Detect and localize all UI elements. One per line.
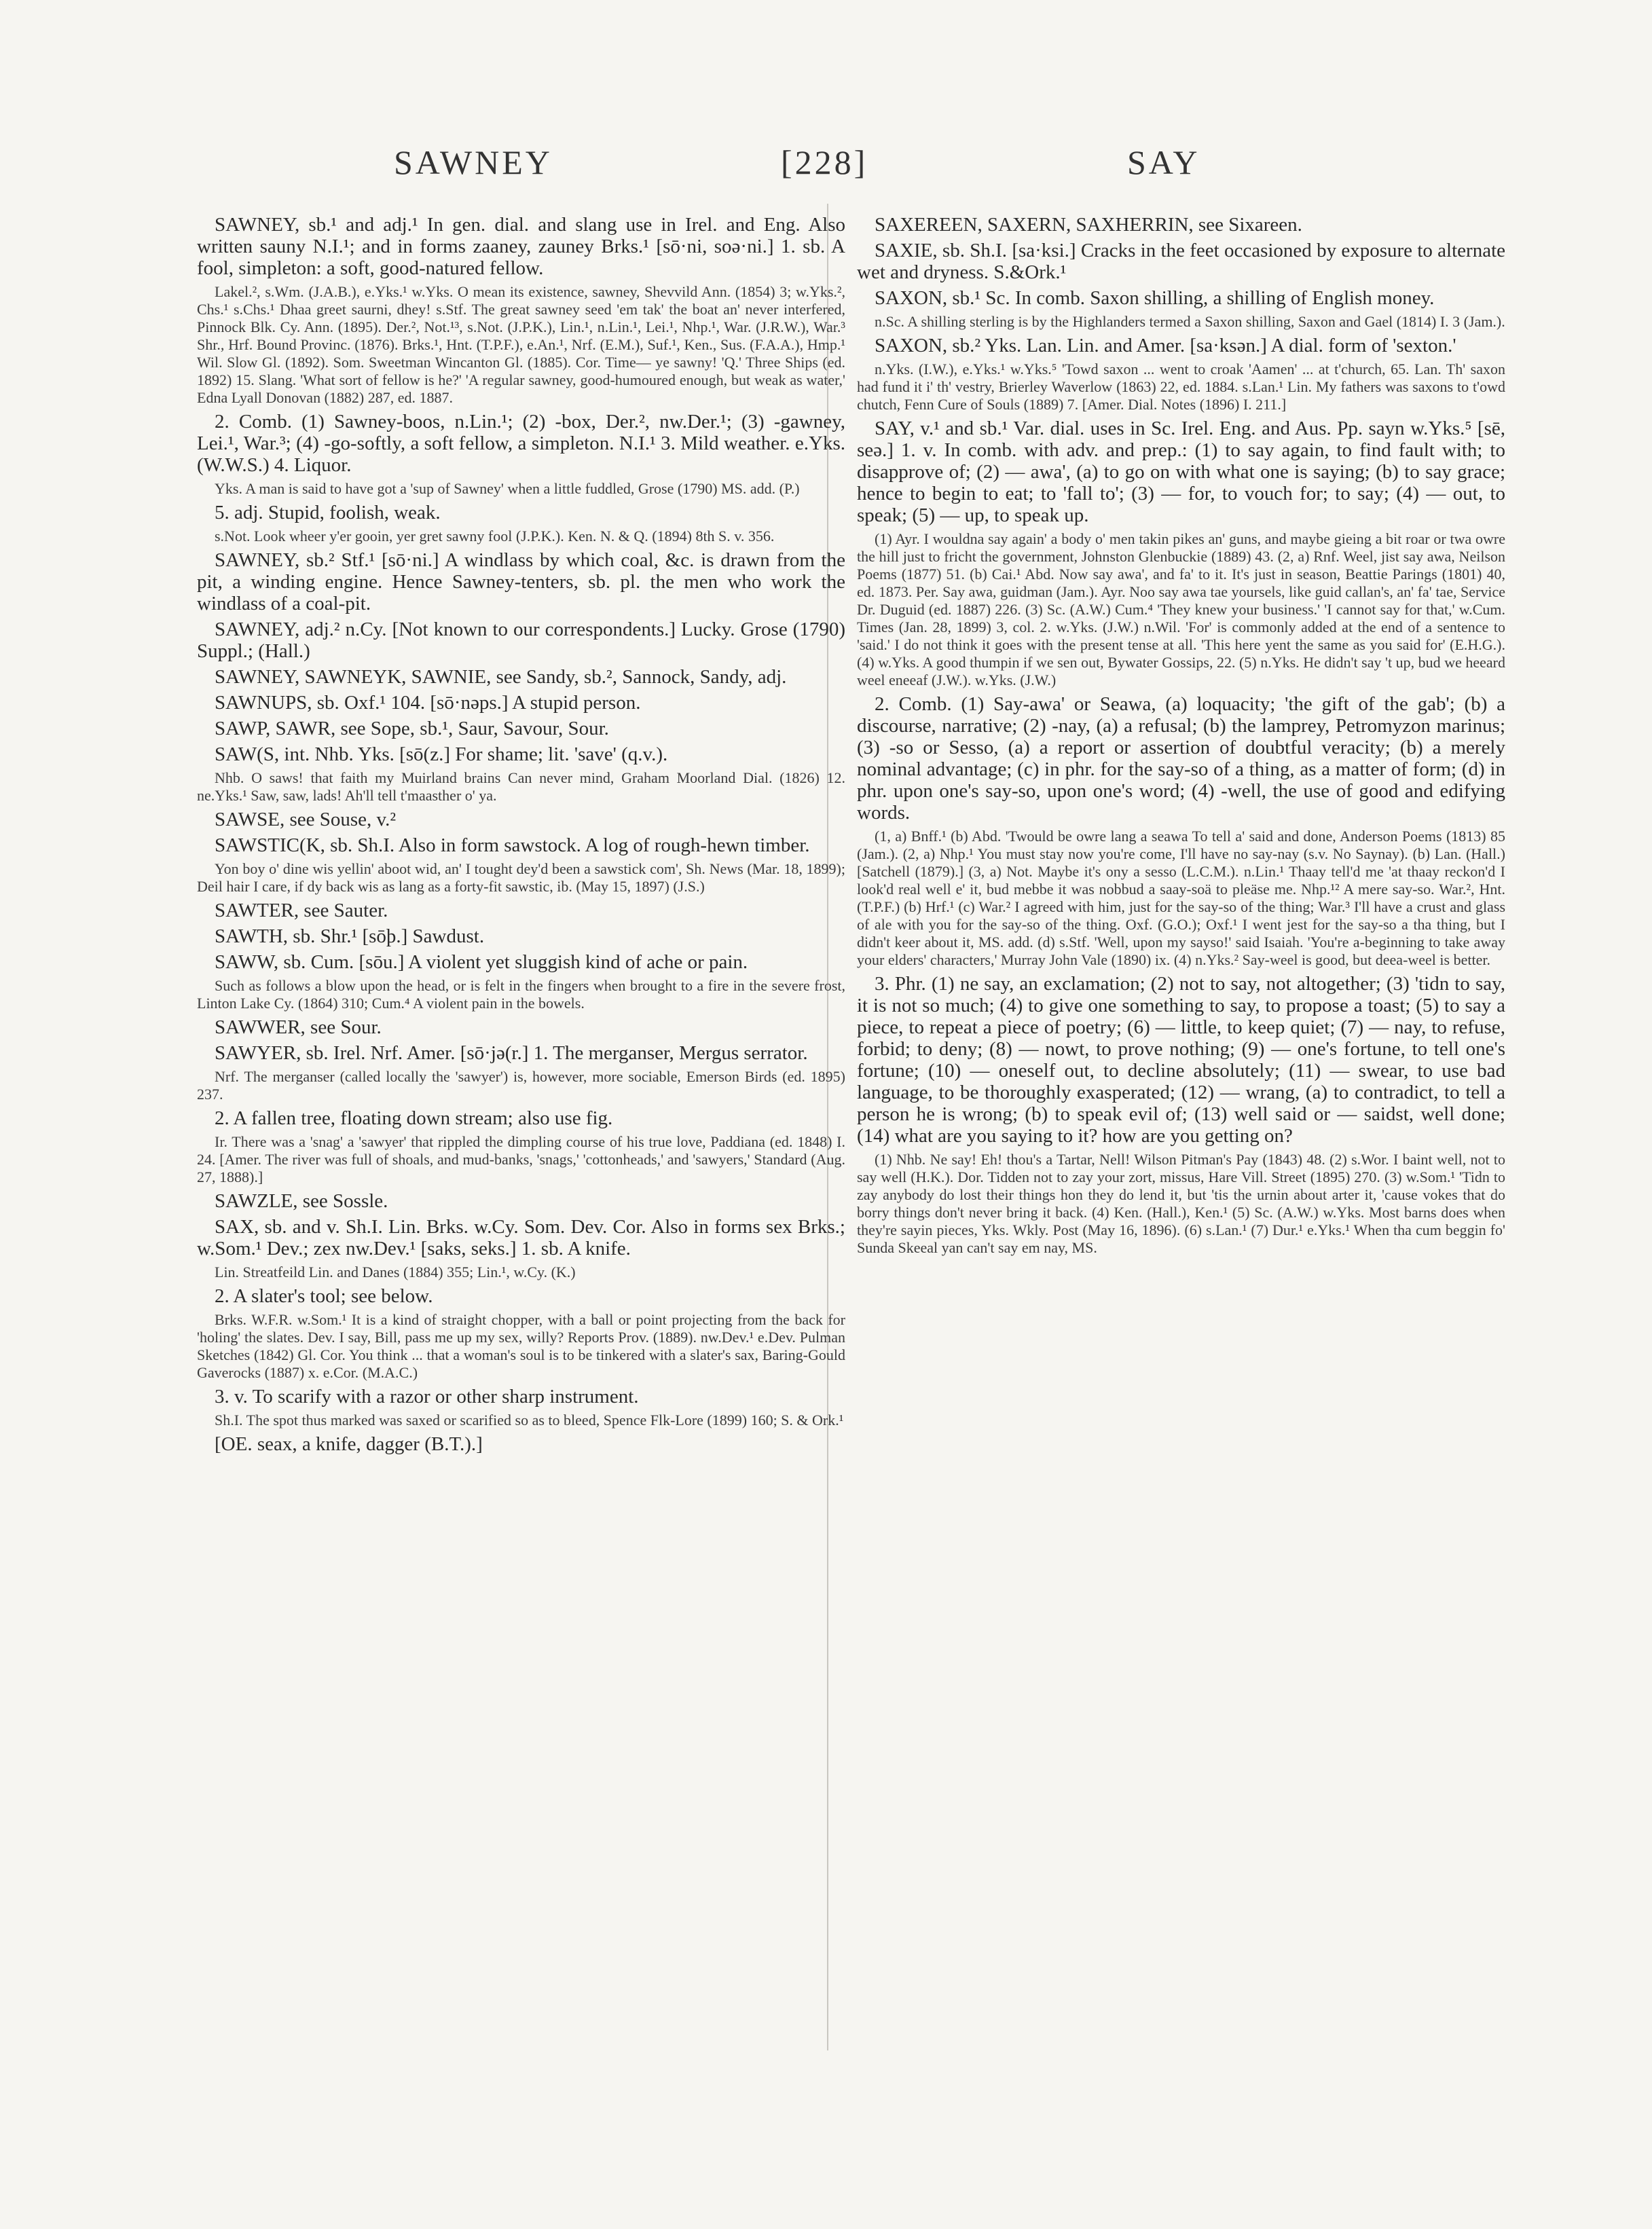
dictionary-entry: SAWTER, see Sauter. [215, 900, 388, 921]
dictionary-entry: 2. A slater's tool; see below. [215, 1285, 433, 1307]
dictionary-entry: SAWP, SAWR, see Sope, sb.¹, Saur, Savour, Sour. [215, 718, 609, 739]
dictionary-entry: SAWNEY, sb.² Stf.¹ [sō·ni.] A windlass by which coal, &c. is drawn from the pit, a winding engine. Hence Sawney-tenters, sb. pl. the men who work the windlass of a coal-pit. [197, 549, 845, 614]
dictionary-entry: SAWSE, see Souse, v.² [215, 809, 397, 830]
citation-block: (1) Ayr. I wouldna say again' a body o' men takin pikes an' guns, and maybe gieing a bit roar or twa owre the hill just to fricht the government, Johnston Glenbuckie (1889) 43. (2, a) Rnf. Weel, jist say awa, Neilson Poems (1877) 51. (b) Cai.¹ Abd. Now say awa', and fa' to it. It's just in season, Beattie Parings (1801) 40, ed. 1873. Per. Say awa, guidman (Jam.). Ayr. Noo say awa tae yoursels, like guid callan's, an' fa' tae, Service Dr. Duguid (ed. 1887) 226. (3) Sc. (A.W.) Cum.⁴ 'They knew your business.' 'I cannot say for that,' w.Cum. Times (Jan. 28, 1899) 3, col. 2. w.Yks. (J.W.) n.Wil. 'For' is commonly added at the end of a sentence to 'said.' I do not think it goes with the present tense at all. 'This here yent the same as you said for' (E.H.G.). (4) w.Yks. A good thumpin if we sen out, Bywater Gossips, 22. (5) n.Yks. He didn't say 't up, bud we heeard weel eneeaf (J.W.). w.Yks. (J.W.) [857, 530, 1505, 688]
dictionary-entry: SAWWER, see Sour. [215, 1016, 382, 1038]
dictionary-entry: 2. Comb. (1) Sawney-boos, n.Lin.¹; (2) -box, Der.², nw.Der.¹; (3) -gawney, Lei.¹, War.³; (4) -go-softly, a soft fellow, a simpleton. N.I.¹ 3. Mild weather. e.Yks. (W.W.S.) 4. Liquor. [197, 411, 845, 476]
citation-block: Nhb. O saws! that faith my Muirland brains Can never mind, Graham Moorland Dial. (1826) 12. ne.Yks.¹ Saw, saw, lads! Ah'll tell t'maasther o' ya. [197, 769, 845, 804]
page-header [0, 143, 1652, 204]
citation-block: n.Sc. A shilling sterling is by the Highlanders termed a Saxon shilling, Saxon and Gael (1814) I. 3 (Jam.). [875, 313, 1505, 330]
dictionary-entry: SAWW, sb. Cum. [sōu.] A violent yet sluggish kind of ache or pain. [215, 951, 748, 973]
citation-block: Ir. There was a 'snag' a 'sawyer' that rippled the dimpling course of his true love, Paddiana (ed. 1848) I. 24. [Amer. The river was full of shoals, and mud-banks, 'snags,' 'cottonheads,' and 'sawyers,' Standard (Aug. 27, 1888).] [197, 1133, 845, 1185]
dictionary-entry: SAW(S, int. Nhb. Yks. [sō(z.] For shame; lit. 'save' (q.v.). [215, 743, 668, 765]
citation-block: Lakel.², s.Wm. (J.A.B.), e.Yks.¹ w.Yks. O mean its existence, sawney, Shevvild Ann. (1854) 3; w.Yks.², Chs.¹ s.Chs.¹ Dhaa greet saurni, dhey! s.Stf. The great sawney seed 'em tak' the boat an' never interfered, Pinnock Blk. Cy. Ann. (1895). Der.², Not.¹³, s.Not. (J.P.K.), Lin.¹, n.Lin.¹, Lei.¹, Nhp.¹, War. (J.R.W.), War.³ Shr., Hrf. Bound Provinc. (1876). Brks.¹, Hnt. (T.P.F.), e.An.¹, Nrf. (E.M.), Suf.¹, Ken., Sus. (F.A.A.), Hmp.¹ Wil. Slow Gl. (1892). Som. Sweetman Wincanton Gl. (1885). Cor. Time— ye sawny! 'Q.' Three Ships (ed. 1892) 15. Slang. 'What sort of fellow is he?' 'A regular sawney, good-humoured enough, but weak as water,' Edna Lyall Donovan (1882) 287, ed. 1887. [197, 283, 845, 406]
dictionary-entry: SAY, v.¹ and sb.¹ Var. dial. uses in Sc. Irel. Eng. and Aus. Pp. sayn w.Yks.⁵ [sē, seə.] 1. v. In comb. with adv. and prep.: (1) to say again, to find fault with; to disapprove of; (2) — awa', (a) to go on with what one is saying; (b) to say grace; hence to begin to eat; to 'fall to'; (3) — for, to vouch for; to say; (4) — out, to speak; (5) — up, to speak up. [857, 418, 1505, 526]
dictionary-entry: 3. Phr. (1) ne say, an exclamation; (2) not to say, not altogether; (3) 'tidn to say, it is not so much; (4) to give one something to say, to propose a toast; (5) to say a piece, to repeat a piece of poetry; (6) — little, to keep quiet; (7) — nay, to refuse, forbid; to deny; (8) — nowt, to prove nothing; (9) — one's fortune, to tell one's fortune; (10) — oneself out, to decline absolutely; (11) — swear, to use bad language, to be thoroughly exasperated; (12) — wrang, (a) to contradict, to tell a person he is wrong; (b) to speak evil of; (13) well said or — saidst, well done; (14) what are you saying to it? how are you getting on? [857, 973, 1505, 1147]
dictionary-entry: SAXEREEN, SAXERN, SAXHERRIN, see Sixareen. [875, 214, 1302, 236]
dictionary-entry: 2. Comb. (1) Say-awa' or Seawa, (a) loquacity; 'the gift of the gab'; (b) a discourse, narrative; (2) -nay, (a) a refusal; (b) the lamprey, Petromyzon marinus; (3) -so or Sesso, (a) a report or assertion of doubtful veracity; (b) a merely nominal advantage; (c) in phr. for the say-so of a thing, as a matter of form; (d) in phr. upon one's say-so, upon one's word; (4) -well, the use of good and edifying words. [857, 693, 1505, 824]
dictionary-entry: SAWNEY, sb.¹ and adj.¹ In gen. dial. and slang use in Irel. and Eng. Also written sauny N.I.¹; and in forms zaaney, zauney Brks.¹ [sō·ni, soə·ni.] 1. sb. A fool, simpleton: a soft, good-natured fellow. [197, 214, 845, 279]
header-left-headword: SAWNEY [394, 143, 553, 181]
dictionary-entry: SAWSTIC(K, sb. Sh.I. Also in form sawstock. A log of rough-hewn timber. [215, 834, 810, 856]
header-right-headword: SAY [1127, 143, 1200, 181]
citation-block: s.Not. Look wheer y'er gooin, yer gret sawny fool (J.P.K.). Ken. N. & Q. (1894) 8th S. v. 356. [215, 528, 775, 545]
citation-block: Brks. W.F.R. w.Som.¹ It is a kind of straight chopper, with a ball or point projecting from the back for 'holing' the slates. Dev. I say, Bill, pass me up my sex, willy? Reports Prov. (1889). nw.Dev.¹ e.Dev. Pulman Sketches (1842) Gl. Cor. You think ... that a woman's soul is to be tinkered with a slater's sax, Baring-Gould Gaverocks (1887) x. e.Cor. (M.A.C.) [197, 1311, 845, 1381]
citation-block: Lin. Streatfeild Lin. and Danes (1884) 355; Lin.¹, w.Cy. (K.) [215, 1264, 576, 1281]
dictionary-entry: SAWTH, sb. Shr.¹ [sōþ.] Sawdust. [215, 925, 485, 947]
dictionary-entry: SAX, sb. and v. Sh.I. Lin. Brks. w.Cy. Som. Dev. Cor. Also in forms sex Brks.; w.Som.¹ Dev.; zex nw.Dev.¹ [saks, seks.] 1. sb. A knife. [197, 1216, 845, 1259]
right-column [857, 214, 1505, 1261]
dictionary-entry: SAXIE, sb. Sh.I. [sa·ksi.] Cracks in the feet occasioned by exposure to alternate wet and dryness. S.&Ork.¹ [857, 240, 1505, 283]
citation-block: Yks. A man is said to have got a 'sup of Sawney' when a little fuddled, Grose (1790) MS. add. (P.) [215, 480, 800, 497]
dictionary-entry: SAWNUPS, sb. Oxf.¹ 104. [sō·nəps.] A stupid person. [215, 692, 641, 714]
dictionary-entry: SAWZLE, see Sossle. [215, 1190, 388, 1212]
dictionary-entry: 5. adj. Stupid, foolish, weak. [215, 502, 441, 523]
dictionary-entry: 2. A fallen tree, floating down stream; also use fig. [215, 1107, 613, 1129]
dictionary-entry: SAWNEY, adj.² n.Cy. [Not known to our correspondents.] Lucky. Grose (1790) Suppl.; (Hall.) [197, 619, 845, 662]
citation-block: Such as follows a blow upon the head, or is felt in the fingers when brought to a fire in the severe frost, Linton Lake Cy. (1864) 310; Cum.⁴ A violent pain in the bowels. [197, 977, 845, 1012]
citation-block: n.Yks. (I.W.), e.Yks.¹ w.Yks.⁵ 'Towd saxon ... went to croak 'Aamen' ... at t'church, 65. Lan. Th' saxon had fund it i' th' vestry, Brierley Waverlow (1863) 22, ed. 1884. s.Lan.¹ Lin. My fathers was saxons to t'owd chutch, Fenn Cure of Souls (1889) 7. [Amer. Dial. Notes (1896) I. 211.] [857, 361, 1505, 413]
dictionary-entry: SAXON, sb.² Yks. Lan. Lin. and Amer. [sa·ksən.] A dial. form of 'sexton.' [875, 335, 1456, 356]
left-column [197, 214, 845, 1459]
page-number: [228] [781, 143, 868, 181]
citation-block: Yon boy o' dine wis yellin' aboot wid, an' I tought dey'd been a sawstick com', Sh. News (Mar. 18, 1899); Deil hair I care, if dy back wis as lang as a forty-fit sawstic, ib. (May 15, 1897) (J.S.) [197, 860, 845, 895]
dictionary-entry: SAWYER, sb. Irel. Nrf. Amer. [sō·jə(r.] 1. The merganser, Mergus serrator. [215, 1042, 808, 1064]
dictionary-entry: [OE. seax, a knife, dagger (B.T.).] [215, 1433, 483, 1455]
dictionary-entry: SAXON, sb.¹ Sc. In comb. Saxon shilling, a shilling of English money. [875, 287, 1435, 309]
dictionary-entry: SAWNEY, SAWNEYK, SAWNIE, see Sandy, sb.², Sannock, Sandy, adj. [215, 666, 787, 688]
citation-block: Sh.I. The spot thus marked was saxed or scarified so as to bleed, Spence Flk-Lore (1899) 160; S. & Ork.¹ [215, 1412, 844, 1429]
citation-block: (1, a) Bnff.¹ (b) Abd. 'Twould be owre lang a seawa To tell a' said and done, Anderson Poems (1813) 85 (Jam.). (2, a) Nhp.¹ You must stay now you're come, I'll have no say-nay (s.v. No Saynay). (b) Lan. (Hall.) [Satchell (1879).] (3, a) Not. Maybe it's ony a sesso (L.C.M.). n.Lin.¹ Thaay tell'd me 'at thaay reckon'd I look'd real well e' it, bud mebbe it was nobbud a saay-soä to pleäse me. Nhp.¹² A mere say-so. War.², Hnt. (T.P.F.) (b) Hrf.¹ (c) War.² I agreed with him, just for the say-so of the thing; War.³ I'll have a crust and glass of ale with you for the say-so of the thing. Oxf. (G.O.); Oxf.¹ I went jest for the say-so a tha thing, but I didn't keer about it, MS. add. (d) s.Stf. 'Well, upon my sayso!' said Isaiah. 'You're a-beginning to take away your elders' characters,' Murray John Vale (1890) ix. (4) n.Yks.² Say-weel is good, but deea-weel is better. [857, 828, 1505, 968]
dictionary-entry: 3. v. To scarify with a razor or other sharp instrument. [215, 1386, 639, 1407]
citation-block: Nrf. The merganser (called locally the 'sawyer') is, however, more sociable, Emerson Birds (ed. 1895) 237. [197, 1068, 845, 1103]
citation-block: (1) Nhb. Ne say! Eh! thou's a Tartar, Nell! Wilson Pitman's Pay (1843) 48. (2) s.Wor. I baint well, not to say well (H.K.). Dor. Tidden not to zay your zort, missus, Hare Vill. Street (1895) 270. (3) w.Som.¹ 'Tidn to zay anybody do lost their things hon they do lend it, but 'tis the urnin about arter it, 'cause vokes that do borry things don't never bring it back. (4) Ken. (Hall.), Ken.¹ (5) Sc. (A.W.) w.Yks. Most barns does when they're sayin pieces, Yks. Wkly. Post (May 16, 1896). (6) s.Lan.¹ (7) Dur.¹ e.Yks.¹ When tha cum beggin fo' Sunda Skeeal yan can't say em nay, MS. [857, 1151, 1505, 1256]
